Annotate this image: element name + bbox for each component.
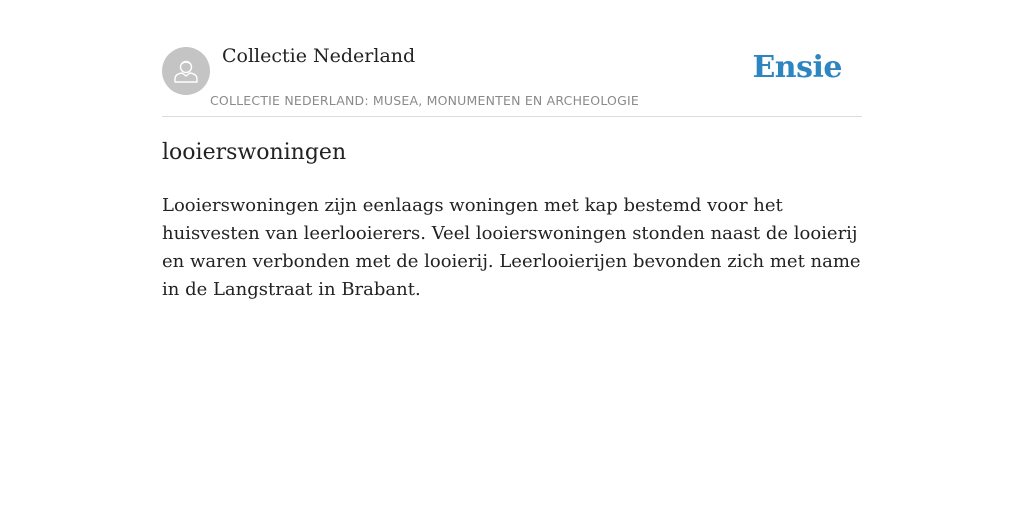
author-name[interactable]: Collectie Nederland xyxy=(222,45,416,67)
article-title: looierswoningen xyxy=(162,140,347,165)
avatar[interactable] xyxy=(162,47,210,95)
user-icon xyxy=(171,56,201,86)
article-body: Looierswoningen zijn eenlaags woningen met kap bestemd voor het huisvesten van leerlooierers. Veel looierswoningen stonden naast de looierij en waren verbonden met de looierij. Leerlooierijen bevonden zich met name in de Langstraat in Brabant. xyxy=(162,195,861,300)
header xyxy=(162,0,862,117)
brand-logo[interactable]: Ensie xyxy=(752,50,842,85)
page xyxy=(162,0,862,300)
author-subtitle: COLLECTIE NEDERLAND: MUSEA, MONUMENTEN EN ARCHEOLOGIE xyxy=(210,93,639,108)
